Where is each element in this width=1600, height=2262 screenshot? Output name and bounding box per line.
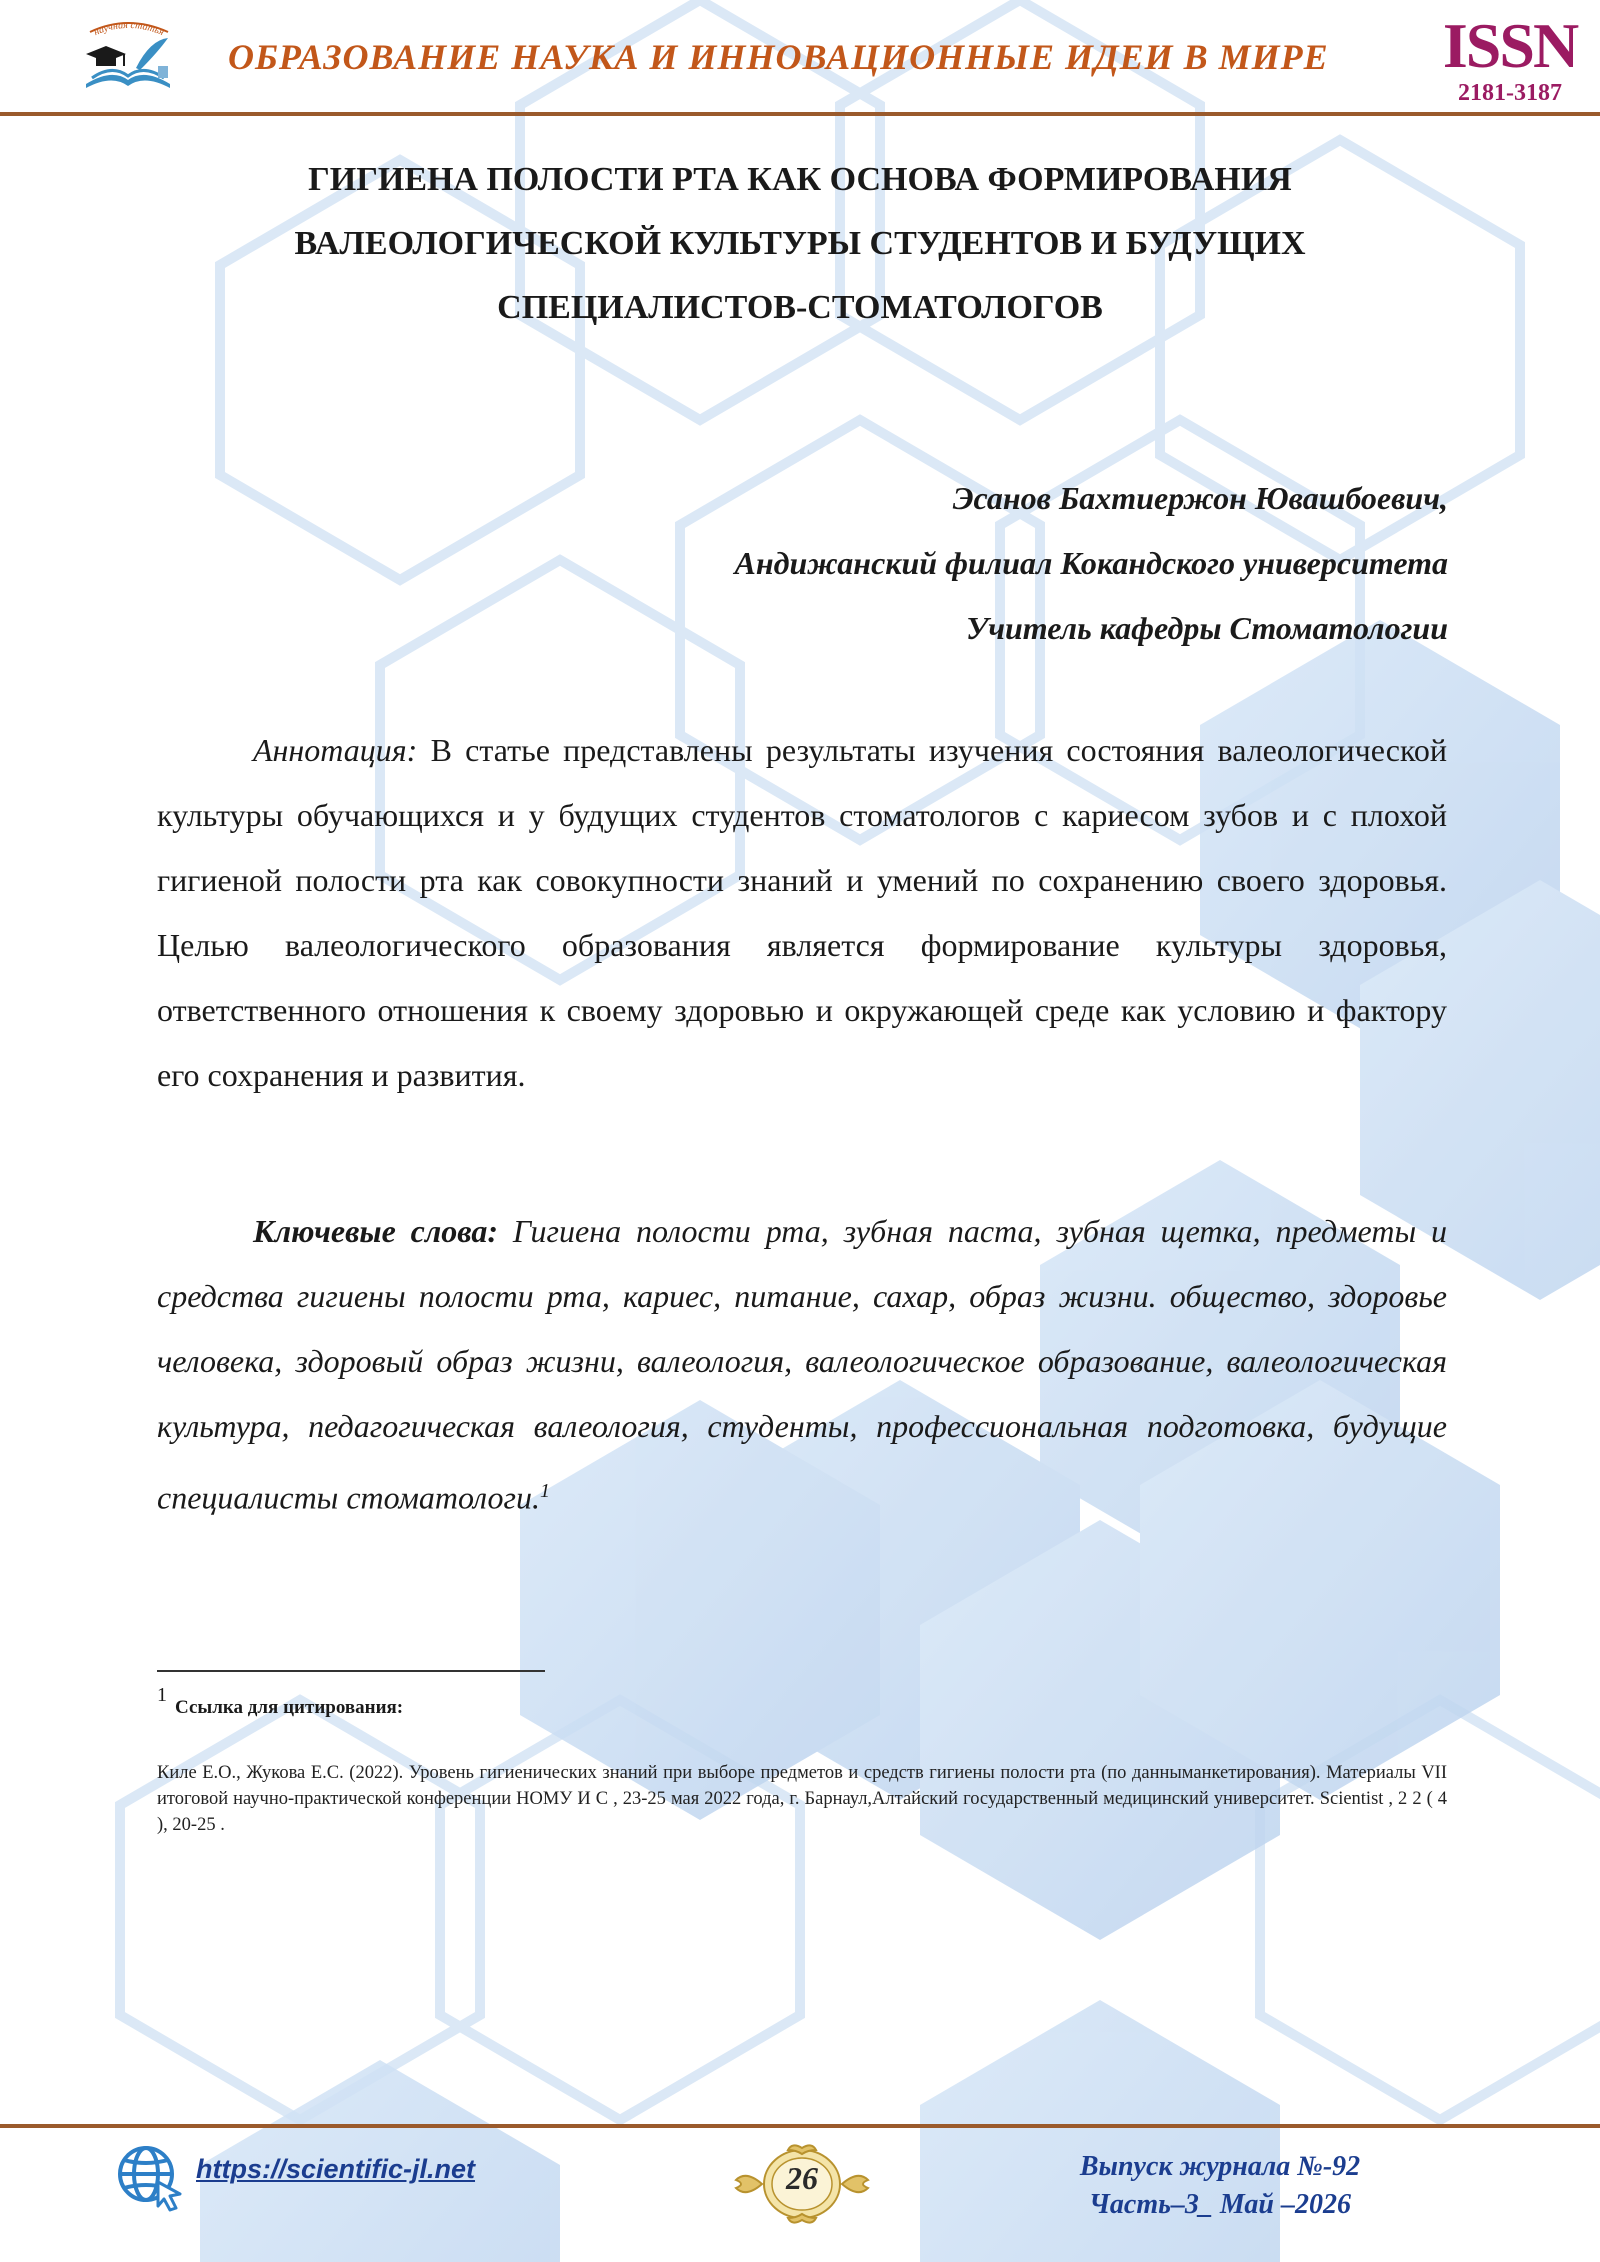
abstract-label: Аннотация: <box>253 732 418 768</box>
footnote-heading <box>157 1684 404 1718</box>
issue-part-date: Часть–3_ Май –2026 <box>1088 2189 1352 2220</box>
header-divider <box>0 112 1600 116</box>
footnote-mark: 1 <box>157 1684 167 1706</box>
logo-text: научная статья <box>92 19 166 39</box>
keywords-paragraph <box>157 1199 1447 1531</box>
issn-badge <box>1440 10 1580 114</box>
issn-number: 2181-3187 <box>1458 80 1562 106</box>
issue-info <box>1040 2148 1400 2224</box>
footer-divider <box>0 2124 1600 2128</box>
journal-logo <box>72 18 184 100</box>
keywords-label: Ключевые слова: <box>253 1213 499 1249</box>
article-title <box>160 148 1440 340</box>
title-line-3: СПЕЦИАЛИСТОВ-СТОМАТОЛОГОВ <box>497 289 1103 326</box>
footnote-citation: Киле Е.О., Жукова Е.С. (2022). Уровень гигиенических знаний при выборе предметов и средств гигиены полости рта (по данныманкетирования). Материалы VII итоговой научно-практической конференции НОМУ И С , 23-25 мая 2022 года, г. Барнаул,Алтайский государственный медицинский университет. Scientist , 2 2 ( 4 ), 20-25 . <box>157 1763 1447 1835</box>
author-name: Эсанов Бахтиержон Ювашбоевич, <box>952 480 1448 516</box>
abstract-paragraph <box>157 718 1447 1108</box>
author-position: Учитель кафедры Стоматологии <box>965 610 1448 646</box>
keywords-text: Гигиена полости рта, зубная паста, зубная щетка, предметы и средства гигиены полости рта, кариес, питание, сахар, образ жизни. общество, здоровье человека, здоровый образ жизни, валеология, валеологическое образование, валеологическая культура, педагогическая валеология, студенты, профессиональная подготовка, будущие специалисты стоматологи. <box>157 1213 1448 1516</box>
author-affiliation: Андижанский филиал Кокандского университета <box>734 545 1448 581</box>
title-line-2: ВАЛЕОЛОГИЧЕСКОЙ КУЛЬТУРЫ СТУДЕНТОВ И БУДУЩИХ <box>294 225 1306 262</box>
author-block <box>734 466 1448 661</box>
page-number: 26 <box>786 2160 818 2196</box>
journal-title: ОБРАЗОВАНИЕ НАУКА И ИННОВАЦИОННЫЕ ИДЕИ В МИРЕ <box>228 37 1329 77</box>
journal-website-link[interactable]: https://scientific-jl.net <box>196 2154 476 2184</box>
footnote-divider <box>157 1670 545 1672</box>
footnote-heading-text: Ссылка для цитирования: <box>175 1697 404 1718</box>
footnote-reference[interactable]: 1 <box>540 1480 550 1502</box>
title-line-1: ГИГИЕНА ПОЛОСТИ РТА КАК ОСНОВА ФОРМИРОВАНИЯ <box>308 161 1292 198</box>
issn-label: ISSN <box>1442 10 1578 81</box>
globe-icon <box>114 2142 186 2214</box>
abstract-text: В статье представлены результаты изучения состояния валеологической культуры обучающихся и у будущих студентов стоматологов с кариесом зубов и с плохой гигиеной полости рта как совокупности знаний и умений по сохранению своего здоровья. Целью валеологического образования является формирование культуры здоровья, ответственного отношения к своему здоровью и окружающей среде как условию и фактору его сохранения и развития. <box>157 732 1448 1093</box>
issue-number: Выпуск журнала №-92 <box>1079 2151 1361 2182</box>
page-number-medallion <box>732 2144 872 2224</box>
